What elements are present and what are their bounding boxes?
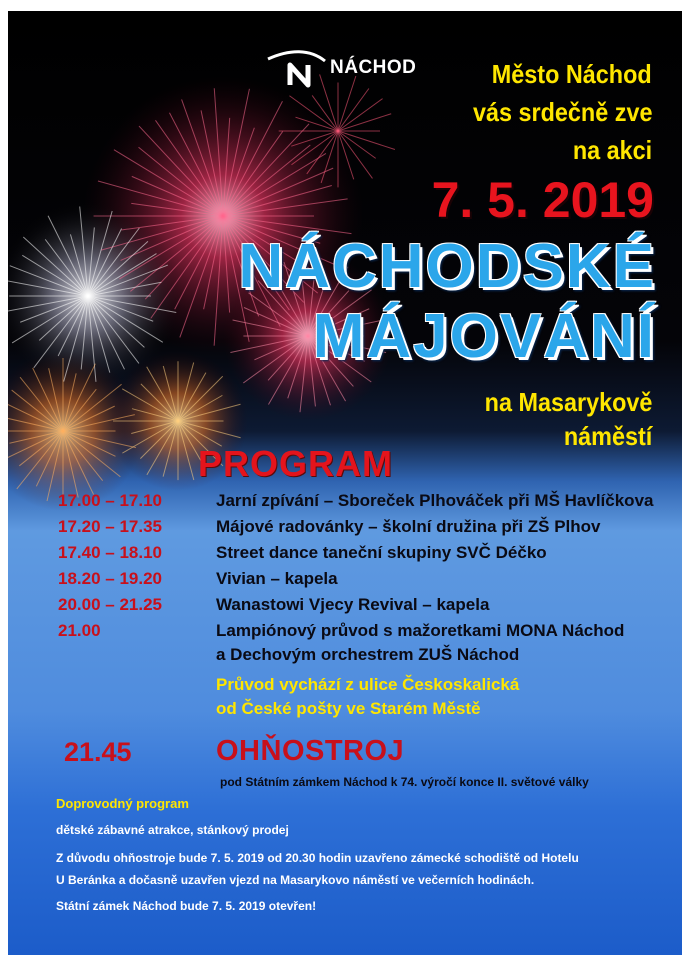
event-place-1: na Masarykově <box>484 387 652 417</box>
event-title-2: MÁJOVÁNÍ <box>312 302 656 371</box>
firework-ray <box>338 131 395 149</box>
program-time: 18.20 – 19.20 <box>58 569 162 588</box>
event-place-2: náměstí <box>563 421 652 451</box>
accompany-text: dětské zábavné atrakce, stánkový prodej <box>56 823 289 837</box>
program-desc: Street dance taneční skupiny SVČ Déčko <box>216 543 547 562</box>
program-time: 21.00 <box>58 621 101 640</box>
castle-notice: Státní zámek Náchod bude 7. 5. 2019 otevřen! <box>56 899 317 913</box>
fireworks-note: pod Státním zámkem Náchod k 74. výročí konce II. světové války <box>220 775 589 789</box>
event-poster <box>8 11 682 955</box>
event-date: 7. 5. 2019 <box>431 172 654 228</box>
header-line-3: na akci <box>572 135 652 165</box>
procession-note-1: Průvod vychází z ulice Českoskalická <box>216 675 520 694</box>
header-line-2: vás srdečně zve <box>472 97 652 127</box>
firework-ray <box>338 114 391 131</box>
program-heading: PROGRAM <box>198 443 393 484</box>
program-desc: Lampiónový průvod s mažoretkami MONA Náchod <box>216 621 625 640</box>
fireworks-time: 21.45 <box>64 737 132 767</box>
program-desc: Vivian – kapela <box>216 569 338 588</box>
program-time: 17.40 – 18.10 <box>58 543 162 562</box>
logo-text: NÁCHOD <box>330 57 417 78</box>
event-title-1: NÁCHODSKÉ <box>238 232 656 301</box>
firework-ray <box>338 88 369 131</box>
header-line-1: Město Náchod <box>492 59 652 89</box>
program-time: 17.00 – 17.10 <box>58 491 162 510</box>
procession-note-2: od České pošty ve Starém Městě <box>216 699 481 718</box>
program-desc: Májové radovánky – školní družina při ZŠ Plhov <box>216 517 601 536</box>
fireworks-title: OHŇOSTROJ <box>216 735 405 767</box>
program-desc: Wanastowi Vjecy Revival – kapela <box>216 595 490 614</box>
accompany-heading: Doprovodný program <box>56 796 189 811</box>
notice-line-2: U Beránka a dočasně uzavřen vjezd na Masarykovo náměstí ve večerních hodinách. <box>56 873 535 887</box>
firework-ray <box>338 99 383 131</box>
program-desc: Jarní zpívání – Sboreček Plhováček při MŠ Havlíčkova <box>216 491 654 510</box>
program-time: 20.00 – 21.25 <box>58 595 162 614</box>
notice-line-1: Z důvodu ohňostroje bude 7. 5. 2019 od 20.30 hodin uzavřeno zámecké schodiště od Hotelu <box>56 851 579 865</box>
program-time: 17.20 – 17.35 <box>58 517 162 536</box>
program-desc-continued: a Dechovým orchestrem ZUŠ Náchod <box>216 645 520 664</box>
